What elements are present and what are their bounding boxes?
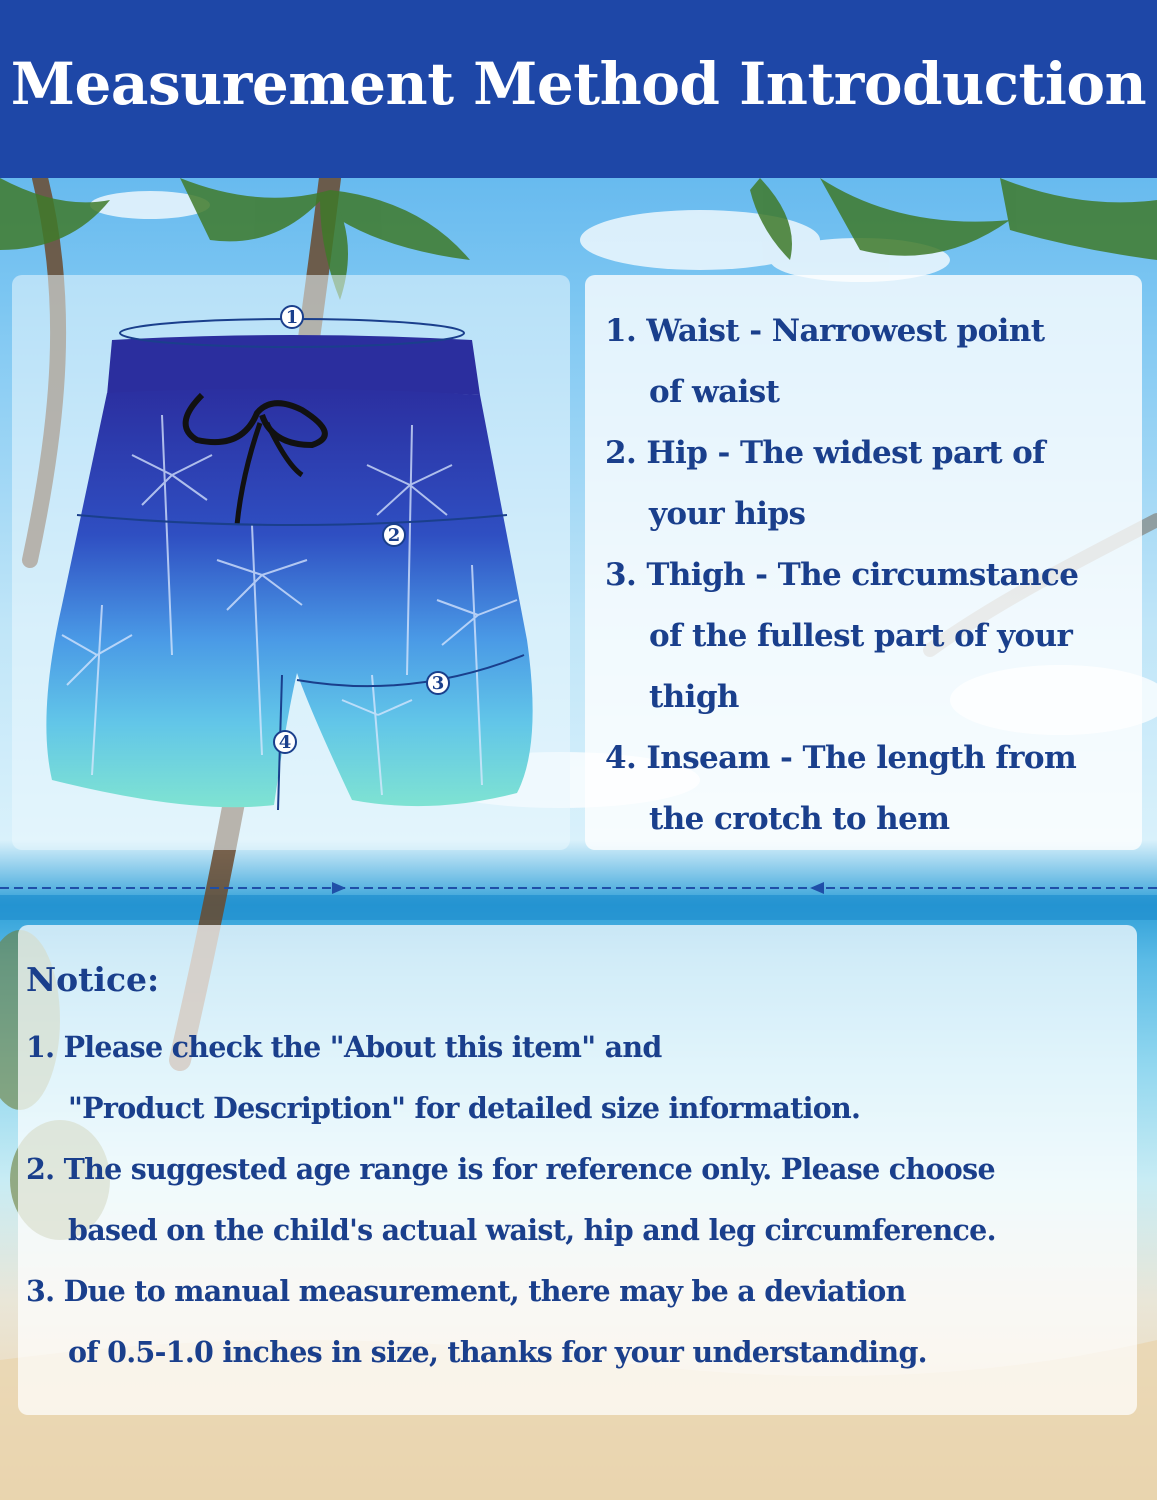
header-banner (0, 0, 1157, 178)
step-thigh-line-3: thigh (649, 679, 739, 715)
arrow-left-icon (810, 882, 824, 894)
marker-1: 1 (285, 307, 299, 328)
marker-3: 3 (431, 673, 445, 694)
notice-panel (18, 925, 1137, 1415)
step-thigh (605, 545, 1135, 728)
step-waist-line-2: of waist (649, 374, 780, 410)
step-waist-line-1: 1. Waist - Narrowest point (605, 313, 1045, 349)
dashed-divider (0, 880, 1157, 900)
arrow-right-icon (332, 882, 346, 894)
step-hip (605, 423, 1135, 545)
notice-title: Notice: (26, 960, 160, 999)
page-title: Measurement Method Introduction (10, 50, 1147, 118)
notice-item-3-line-2: of 0.5-1.0 inches in size, thanks for your understanding. (68, 1335, 927, 1369)
step-inseam-line-1: 4. Inseam - The length from (605, 740, 1077, 776)
notice-content (26, 955, 1131, 1383)
measurement-steps-list (605, 301, 1135, 850)
notice-item-2-line-1: 2. The suggested age range is for reference only. Please choose (26, 1152, 995, 1186)
notice-item-2-line-2: based on the child's actual waist, hip and leg circumference. (68, 1213, 996, 1247)
notice-item-1-line-1: 1. Please check the "About this item" and (26, 1030, 662, 1064)
notice-item-1-line-2: "Product Description" for detailed size information. (68, 1091, 861, 1125)
step-thigh-line-2: of the fullest part of your (649, 618, 1073, 654)
step-hip-line-2: your hips (649, 496, 806, 532)
marker-2: 2 (387, 525, 401, 546)
step-inseam-line-2: the crotch to hem (649, 801, 950, 837)
marker-4: 4 (278, 732, 292, 753)
step-thigh-line-1: 3. Thigh - The circumstance (605, 557, 1079, 593)
notice-item-3-line-1: 3. Due to manual measurement, there may be a deviation (26, 1274, 906, 1308)
swim-shorts-illustration (12, 275, 570, 850)
step-waist (605, 301, 1135, 423)
step-hip-line-1: 2. Hip - The widest part of (605, 435, 1045, 471)
measurement-steps-panel (585, 275, 1142, 850)
step-inseam (605, 728, 1135, 850)
